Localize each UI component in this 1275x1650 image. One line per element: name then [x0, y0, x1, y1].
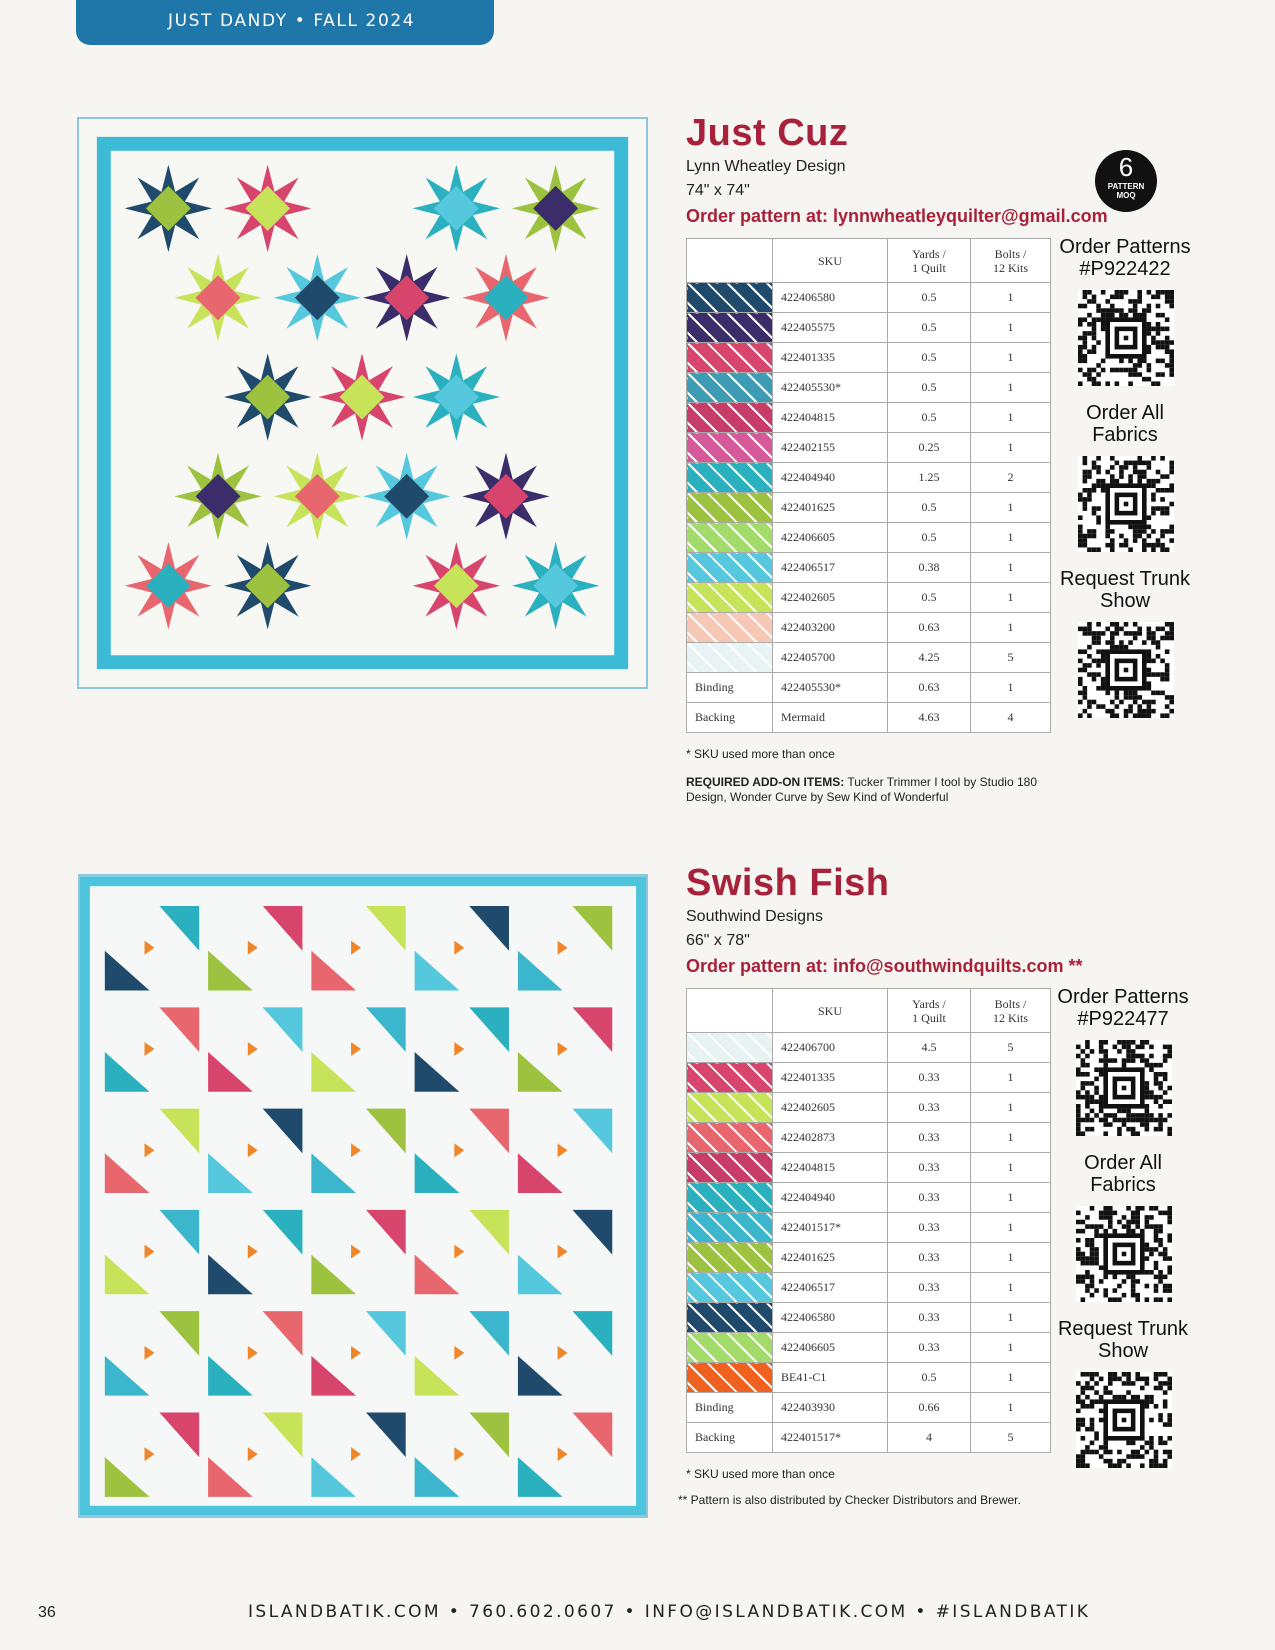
table-row — [687, 1423, 1051, 1453]
order-fabrics-text-3: Order All — [1084, 1152, 1162, 1174]
sku-cell: 422406517 — [773, 1273, 888, 1303]
table-row — [687, 433, 1051, 463]
order-pattern-link-2[interactable]: Order pattern at: info@southwindquilts.com ** — [686, 956, 1083, 976]
trunk-show-qr-icon-2[interactable] — [1076, 1372, 1172, 1468]
sku-cell: 422402873 — [773, 1123, 888, 1153]
header-swatch — [687, 239, 773, 283]
table-row — [687, 1333, 1051, 1363]
sku-note: * SKU used more than once — [686, 747, 835, 761]
fabric-swatch — [687, 1213, 773, 1243]
table-row — [687, 373, 1051, 403]
table-row — [687, 613, 1051, 643]
table-header-row — [687, 239, 1051, 283]
sku-cell: 422406605 — [773, 523, 888, 553]
bolts-cell: 1 — [971, 1213, 1051, 1243]
fabric-swatch — [687, 493, 773, 523]
order-fabrics-label-2 — [1048, 1152, 1198, 1196]
table-row — [687, 1093, 1051, 1123]
fabric-swatch — [687, 1333, 773, 1363]
table-row — [687, 1303, 1051, 1333]
trunk-show-text-3: Request Trunk — [1057, 1318, 1189, 1340]
fabric-swatch — [687, 283, 773, 313]
sku-cell: 422401625 — [773, 493, 888, 523]
sku-cell: 422404940 — [773, 1183, 888, 1213]
bolts-cell: 1 — [971, 493, 1051, 523]
table-row — [687, 1393, 1051, 1423]
table-row — [687, 1153, 1051, 1183]
fabric-swatch — [687, 403, 773, 433]
fabric-swatch — [687, 373, 773, 403]
bolts-cell: 1 — [971, 373, 1051, 403]
bolts-cell: 1 — [971, 1393, 1051, 1423]
yards-cell: 0.33 — [888, 1093, 971, 1123]
bolts-cell: 1 — [971, 1123, 1051, 1153]
bolts-cell: 1 — [971, 583, 1051, 613]
yards-cell: 4.63 — [888, 703, 971, 733]
order-fabrics-text-2: Fabrics — [1092, 424, 1158, 446]
order-fabrics-label — [1050, 402, 1200, 446]
header-tab — [76, 0, 494, 45]
table-row — [687, 403, 1051, 433]
table-header-row — [687, 989, 1051, 1033]
order-patterns-label — [1050, 236, 1200, 280]
quilt-2-art — [80, 876, 646, 1516]
fabric-swatch — [687, 1093, 773, 1123]
bolts-cell: 4 — [971, 703, 1051, 733]
bolts-cell: 5 — [971, 1033, 1051, 1063]
table-row — [687, 703, 1051, 733]
bolts-cell: 1 — [971, 1183, 1051, 1213]
yards-cell: 0.66 — [888, 1393, 971, 1423]
fabric-swatch — [687, 613, 773, 643]
sku-cell: 422401335 — [773, 343, 888, 373]
yards-cell: 0.63 — [888, 613, 971, 643]
fabric-table-2 — [686, 988, 1051, 1453]
moq-label-moq: MOQ — [1116, 191, 1136, 200]
row-label: Backing — [687, 703, 773, 733]
order-fabrics-text-4: Fabrics — [1090, 1174, 1156, 1196]
sku-cell: 422401517* — [773, 1423, 888, 1453]
fabric-swatch — [687, 1303, 773, 1333]
table-row — [687, 313, 1051, 343]
yards-cell: 0.33 — [888, 1153, 971, 1183]
yards-cell: 0.5 — [888, 1363, 971, 1393]
footer-contact: ISLANDBATIK.COM • 760.602.0607 • INFO@ISLANDBATIK.COM • #ISLANDBATIK — [248, 1602, 1091, 1622]
bolts-cell: 1 — [971, 1153, 1051, 1183]
table-row — [687, 1063, 1051, 1093]
sku-cell: 422402155 — [773, 433, 888, 463]
header-title: JUST DANDY • FALL 2024 — [168, 11, 416, 31]
bolts-cell: 1 — [971, 343, 1051, 373]
table-row — [687, 1363, 1051, 1393]
sku-cell: 422406517 — [773, 553, 888, 583]
sku-cell: 422406700 — [773, 1033, 888, 1063]
table-row — [687, 673, 1051, 703]
sku-cell: 422401625 — [773, 1243, 888, 1273]
sku-cell: 422406605 — [773, 1333, 888, 1363]
sku-cell: 422405530* — [773, 373, 888, 403]
bolts-cell: 1 — [971, 1093, 1051, 1123]
bolts-cell: 1 — [971, 1333, 1051, 1363]
sku-cell: 422405530* — [773, 673, 888, 703]
table-row — [687, 1033, 1051, 1063]
yards-cell: 4.5 — [888, 1033, 971, 1063]
sku-cell: 422404815 — [773, 1153, 888, 1183]
yards-cell: 4 — [888, 1423, 971, 1453]
yards-cell: 0.5 — [888, 403, 971, 433]
designer-name-2: Southwind Designs — [686, 908, 823, 925]
trunk-show-label — [1050, 568, 1200, 612]
addon-label: REQUIRED ADD-ON ITEMS: — [686, 775, 845, 789]
page-number: 36 — [38, 1604, 56, 1621]
sku-cell: 422405575 — [773, 313, 888, 343]
header-bolts: Bolts / 12 Kits — [971, 239, 1051, 283]
fabric-swatch — [687, 523, 773, 553]
order-patterns-number-2: #P922477 — [1077, 1008, 1169, 1030]
table-row — [687, 463, 1051, 493]
order-patterns-label-2 — [1048, 986, 1198, 1030]
distribution-note: ** Pattern is also distributed by Checker Distributors and Brewer. — [678, 1493, 1021, 1507]
bolts-cell: 1 — [971, 1243, 1051, 1273]
fabric-swatch — [687, 463, 773, 493]
quilt-size: 74" x 74" — [686, 182, 750, 199]
bolts-cell: 1 — [971, 613, 1051, 643]
table-row — [687, 1183, 1051, 1213]
fabric-swatch — [687, 343, 773, 373]
order-pattern-link[interactable]: Order pattern at: lynnwheatleyquilter@gmail.com — [686, 206, 1108, 226]
sku-cell: 422403930 — [773, 1393, 888, 1423]
table-row — [687, 343, 1051, 373]
sku-cell: 422401517* — [773, 1213, 888, 1243]
bolts-cell: 2 — [971, 463, 1051, 493]
bolts-cell: 1 — [971, 1063, 1051, 1093]
fabric-swatch — [687, 553, 773, 583]
fabric-swatch — [687, 1183, 773, 1213]
yards-cell: 0.33 — [888, 1273, 971, 1303]
table-row — [687, 1123, 1051, 1153]
row-label: Backing — [687, 1423, 773, 1453]
fabric-swatch — [687, 1063, 773, 1093]
order-patterns-qr-icon[interactable] — [1078, 290, 1174, 386]
bolts-cell: 1 — [971, 313, 1051, 343]
moq-number: 6 — [1118, 152, 1134, 182]
order-patterns-qr-icon-2[interactable] — [1076, 1040, 1172, 1136]
table-row — [687, 1243, 1051, 1273]
yards-cell: 0.33 — [888, 1213, 971, 1243]
bolts-cell: 5 — [971, 643, 1051, 673]
fabric-swatch — [687, 643, 773, 673]
row-label: Binding — [687, 1393, 773, 1423]
sku-cell: 422404940 — [773, 463, 888, 493]
fabric-swatch — [687, 1123, 773, 1153]
yards-cell: 0.33 — [888, 1333, 971, 1363]
header-sku: SKU — [773, 239, 888, 283]
yards-cell: 0.33 — [888, 1063, 971, 1093]
required-addon-note — [686, 775, 1066, 805]
table-row — [687, 523, 1051, 553]
yards-cell: 0.5 — [888, 373, 971, 403]
bolts-cell: 1 — [971, 433, 1051, 463]
bolts-cell: 1 — [971, 403, 1051, 433]
header-sku: SKU — [773, 989, 888, 1033]
bolts-cell: 1 — [971, 553, 1051, 583]
swish-fish-quilt-image — [78, 874, 648, 1518]
sku-note-2: * SKU used more than once — [686, 1467, 835, 1481]
quilt-size-2: 66" x 78" — [686, 932, 750, 949]
sku-cell: 422404815 — [773, 403, 888, 433]
order-fabrics-text: Order All — [1086, 402, 1164, 424]
yards-cell: 0.5 — [888, 523, 971, 553]
yards-cell: 0.63 — [888, 673, 971, 703]
trunk-show-qr-icon[interactable] — [1078, 622, 1174, 718]
yards-cell: 4.25 — [888, 643, 971, 673]
sku-cell: Mermaid — [773, 703, 888, 733]
sku-cell: 422406580 — [773, 1303, 888, 1333]
yards-cell: 0.33 — [888, 1303, 971, 1333]
header-yards: Yards / 1 Quilt — [888, 989, 971, 1033]
header-swatch — [687, 989, 773, 1033]
fabric-swatch — [687, 1153, 773, 1183]
table-row — [687, 1213, 1051, 1243]
bolts-cell: 1 — [971, 1273, 1051, 1303]
table-row — [687, 1273, 1051, 1303]
order-patterns-text-2: Order Patterns — [1057, 986, 1189, 1008]
pattern-title: Just Cuz — [686, 112, 849, 154]
row-label: Binding — [687, 673, 773, 703]
bolts-cell: 1 — [971, 1363, 1051, 1393]
fabric-swatch — [687, 313, 773, 343]
yards-cell: 0.25 — [888, 433, 971, 463]
fabric-swatch — [687, 1363, 773, 1393]
sku-cell: 422406580 — [773, 283, 888, 313]
fabric-table — [686, 238, 1051, 733]
bolts-cell: 1 — [971, 283, 1051, 313]
sku-cell: 422401335 — [773, 1063, 888, 1093]
trunk-show-text: Request Trunk — [1059, 568, 1191, 590]
addon-text: Tucker Trimmer I tool by Studio 180 Design, Wonder Curve by Sew Kind of Wonderful — [686, 775, 1037, 804]
table-row — [687, 283, 1051, 313]
fabric-swatch — [687, 1243, 773, 1273]
bolts-cell: 1 — [971, 523, 1051, 553]
order-patterns-number: #P922422 — [1079, 258, 1171, 280]
trunk-show-text-2: Show — [1099, 590, 1151, 612]
table-row — [687, 583, 1051, 613]
moq-label-pattern: PATTERN — [1107, 182, 1145, 191]
table-row — [687, 493, 1051, 523]
header-bolts: Bolts / 12 Kits — [971, 989, 1051, 1033]
designer-name: Lynn Wheatley Design — [686, 158, 846, 175]
fabric-swatch — [687, 583, 773, 613]
yards-cell: 0.5 — [888, 343, 971, 373]
sku-cell: 422402605 — [773, 583, 888, 613]
sku-cell: 422405700 — [773, 643, 888, 673]
pattern-title-2: Swish Fish — [686, 862, 890, 904]
yards-cell: 0.5 — [888, 493, 971, 523]
header-yards: Yards / 1 Quilt — [888, 239, 971, 283]
table-row — [687, 553, 1051, 583]
yards-cell: 0.33 — [888, 1123, 971, 1153]
bolts-cell: 1 — [971, 1303, 1051, 1333]
order-fabrics-qr-icon[interactable] — [1078, 456, 1174, 552]
bolts-cell: 5 — [971, 1423, 1051, 1453]
order-fabrics-qr-icon-2[interactable] — [1076, 1206, 1172, 1302]
yards-cell: 1.25 — [888, 463, 971, 493]
table-row — [687, 643, 1051, 673]
fabric-swatch — [687, 1033, 773, 1063]
sku-cell: 422403200 — [773, 613, 888, 643]
sku-cell: 422402605 — [773, 1093, 888, 1123]
yards-cell: 0.33 — [888, 1183, 971, 1213]
quilt-1-art — [79, 119, 646, 687]
yards-cell: 0.5 — [888, 313, 971, 343]
trunk-show-text-4: Show — [1097, 1340, 1149, 1362]
yards-cell: 0.38 — [888, 553, 971, 583]
fabric-swatch — [687, 1273, 773, 1303]
fabric-swatch — [687, 433, 773, 463]
bolts-cell: 1 — [971, 673, 1051, 703]
order-patterns-text: Order Patterns — [1059, 236, 1191, 258]
yards-cell: 0.5 — [888, 583, 971, 613]
sku-cell: BE41-C1 — [773, 1363, 888, 1393]
moq-badge — [1095, 150, 1157, 212]
yards-cell: 0.33 — [888, 1243, 971, 1273]
trunk-show-label-2 — [1048, 1318, 1198, 1362]
yards-cell: 0.5 — [888, 283, 971, 313]
just-cuz-quilt-image — [77, 117, 648, 689]
